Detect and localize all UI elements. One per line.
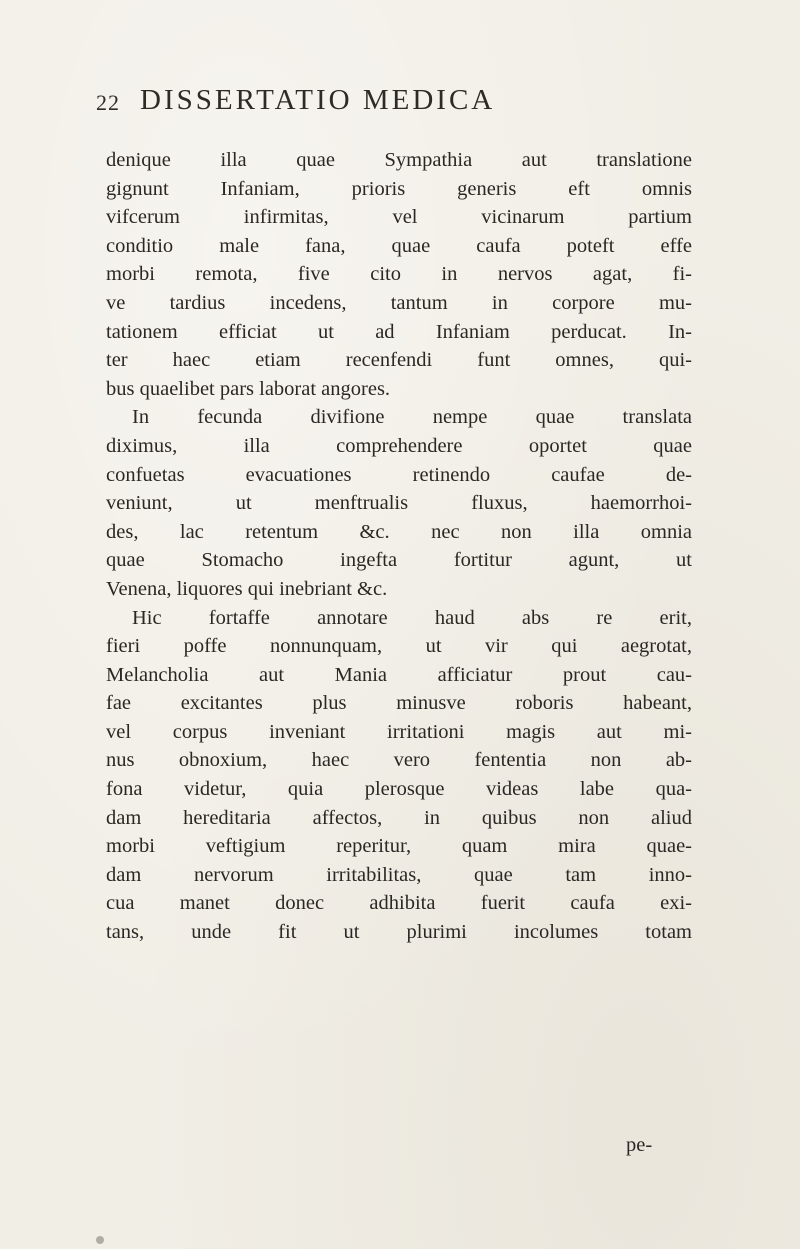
text-line: morbi remota, five cito in nervos agat, fi- xyxy=(106,263,692,286)
text-line: gignunt Infaniam, prioris generis eft omnis xyxy=(106,177,692,200)
text-line: veniunt, ut menftrualis fluxus, haemorrhoi- xyxy=(106,492,692,515)
text-line: fona videtur, quia plerosque videas labe qua- xyxy=(106,778,692,801)
text-line: nus obnoxium, haec vero fententia non ab- xyxy=(106,749,692,772)
text-line: fae excitantes plus minusve roboris habeant, xyxy=(106,692,692,715)
text-line: Hic fortaffe annotare haud abs re erit, xyxy=(132,606,692,629)
body-text xyxy=(106,146,692,947)
text-line: In fecunda divifione nempe quae translata xyxy=(132,406,692,429)
ink-spot xyxy=(96,1236,104,1244)
text-line: tans, unde fit ut plurimi incolumes totam xyxy=(106,921,692,944)
text-line: morbi veftigium reperitur, quam mira quae- xyxy=(106,835,692,858)
text-line: vel corpus inveniant irritationi magis aut mi- xyxy=(106,720,692,743)
text-line: confuetas evacuationes retinendo caufae de- xyxy=(106,463,692,486)
text-line: diximus, illa comprehendere oportet quae xyxy=(106,434,692,457)
page-number: 22 xyxy=(96,90,120,115)
text-line: bus quaelibet pars laborat angores. xyxy=(106,377,391,400)
text-line: des, lac retentum &c. nec non illa omnia xyxy=(106,520,692,543)
text-line: vifcerum infirmitas, vel vicinarum partium xyxy=(106,206,692,229)
page-header xyxy=(96,84,696,124)
text-line: conditio male fana, quae caufa poteft effe xyxy=(106,234,692,257)
text-line: fieri poffe nonnunquam, ut vir qui aegrotat, xyxy=(106,635,692,658)
text-line: ve tardius incedens, tantum in corpore mu- xyxy=(106,291,692,314)
text-line: ter haec etiam recenfendi funt omnes, qui- xyxy=(106,349,692,372)
running-head: DISSERTATIO MEDICA xyxy=(140,84,496,116)
text-line: quae Stomacho ingefta fortitur agunt, ut xyxy=(106,549,692,572)
text-line: Melancholia aut Mania afficiatur prout cau- xyxy=(106,663,692,686)
text-line: cua manet donec adhibita fuerit caufa exi- xyxy=(106,892,692,915)
text-line: tationem efficiat ut ad Infaniam perducat. In- xyxy=(106,320,692,343)
text-line: denique illa quae Sympathia aut translatione xyxy=(106,149,692,171)
text-line: dam hereditaria affectos, in quibus non aliud xyxy=(106,806,692,829)
catchword: pe- xyxy=(626,1134,653,1156)
text-line: Venena, liquores qui inebriant &c. xyxy=(106,577,388,600)
text-line: dam nervorum irritabilitas, quae tam inno- xyxy=(106,863,692,886)
